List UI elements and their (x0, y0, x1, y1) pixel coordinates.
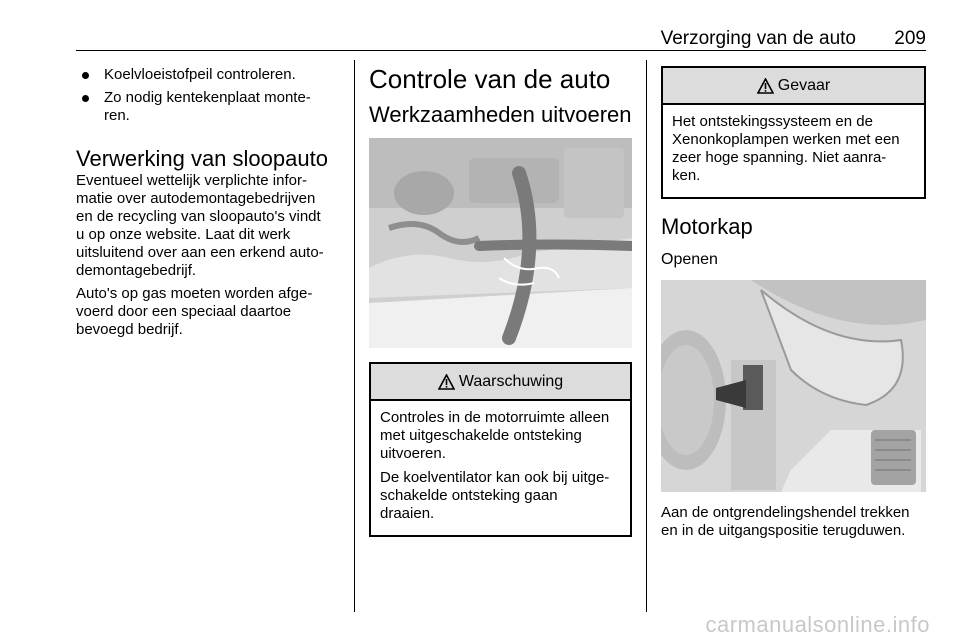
danger-box-header (663, 68, 924, 105)
bullet-dot-icon (82, 95, 89, 102)
warning-paragraph: Controles in de motorruimte alleen met uitgeschakelde ontsteking uitvoeren. (380, 409, 610, 462)
warning-box (369, 362, 632, 537)
bullet-text: Koelvloeistofpeil controleren. (104, 66, 296, 83)
bullet-text: Zo nodig kentekenplaat monte- ren. (104, 89, 311, 124)
column-1 (76, 62, 342, 344)
warning-triangle-icon (757, 78, 774, 94)
column-2 (369, 62, 632, 537)
caption: Aan de ontgrendelingshendel trekken en in de uitgangspositie terugduwen. (661, 504, 910, 539)
danger-box (661, 66, 926, 199)
danger-paragraph: Het ontstekingssysteem en de Xenonkoplampen werken met een zeer hoge spanning. Niet aanra- ken. (672, 113, 900, 184)
warning-triangle-icon (438, 374, 455, 390)
page-number: 209 (894, 28, 926, 49)
chapter-title: Controle van de auto (369, 64, 611, 94)
column-divider-right (646, 60, 647, 612)
page-header (76, 26, 926, 51)
danger-box-body (663, 105, 924, 197)
bullet-item (76, 66, 342, 84)
bullet-list (76, 66, 342, 125)
column-divider-left (354, 60, 355, 612)
column-3 (661, 62, 926, 545)
engine-bay-illustration (369, 138, 632, 348)
body-paragraph: Eventueel wettelijk verplichte infor- matie over autodemontagebedrijven en de recycling van sloopauto's vindt u op onze website. Laat dit werk uitsluitend over aan een erkend auto- demontagebedrijf. (76, 172, 324, 279)
section-title: Motorkap (661, 214, 753, 239)
subsection-title: Openen (661, 251, 718, 268)
section-title: Verwerking van sloopauto (76, 146, 328, 171)
running-title: Verzorging van de auto (660, 28, 856, 49)
warning-paragraph: De koelventilator kan ook bij uitge- schakelde ontsteking gaan draaien. (380, 469, 610, 522)
bonnet-release-illustration (661, 280, 926, 492)
bullet-dot-icon (82, 72, 89, 79)
bullet-item (76, 89, 342, 125)
body-paragraph: Auto's op gas moeten worden afge- voerd door een speciaal daartoe bevoegd bedrijf. (76, 285, 313, 338)
danger-box-title: Gevaar (777, 76, 831, 94)
section-title: Werkzaamheden uitvoeren (369, 102, 632, 127)
warning-box-body (371, 401, 630, 535)
warning-box-header (371, 364, 630, 401)
warning-box-title: Waarschuwing (458, 372, 564, 390)
watermark: carmanualsonline.info (705, 612, 930, 637)
